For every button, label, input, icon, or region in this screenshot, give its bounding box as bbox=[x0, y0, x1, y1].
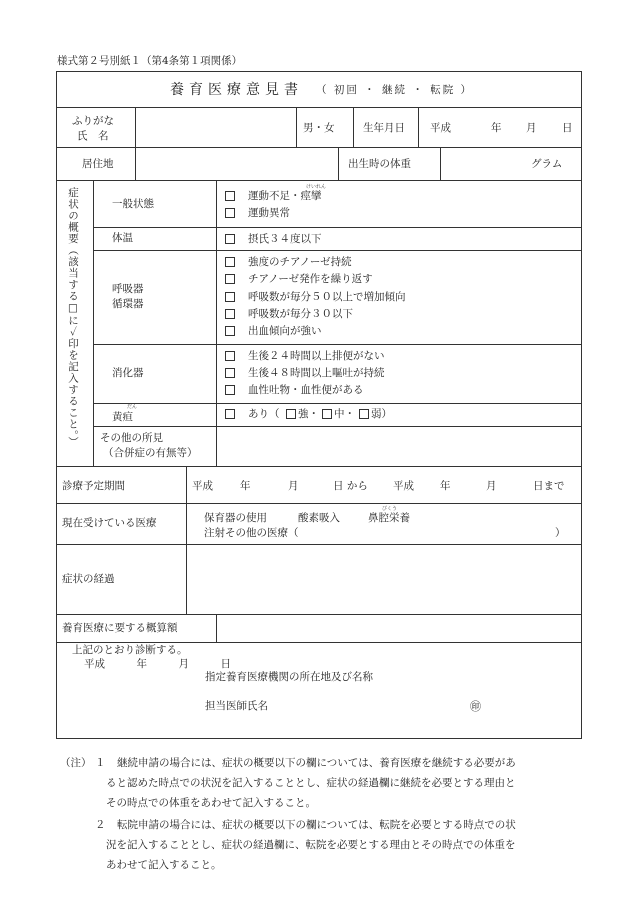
dig-item-1: 生後２４時間以上排便がない bbox=[248, 350, 385, 362]
note-1-line-2: ると認めた時点での状況を記入することとし、症状の経過欄に継続を必要とする理由と bbox=[106, 777, 516, 789]
cost-field[interactable] bbox=[218, 616, 580, 640]
diagnosis-date: 平成 年 月 日 bbox=[84, 658, 231, 670]
address-field[interactable] bbox=[137, 149, 336, 178]
checkbox-jaundice-mid[interactable] bbox=[322, 409, 332, 419]
temperature-label: 体温 bbox=[112, 232, 133, 244]
period-label: 診療予定期間 bbox=[62, 480, 125, 492]
period-start-month: 月 bbox=[288, 480, 299, 492]
care-nasal-feeding[interactable]: 鼻腔栄養 bbox=[368, 512, 410, 524]
respiratory-label: 呼吸器 bbox=[112, 283, 144, 295]
checkbox-resp-4[interactable] bbox=[225, 309, 235, 319]
name-label: 氏 名 bbox=[77, 130, 109, 142]
form-title: 養育医療意見書 bbox=[170, 82, 303, 98]
doctor-name-label: 担当医師氏名 bbox=[205, 700, 268, 712]
furigana-label: ふりがな bbox=[72, 115, 114, 127]
birth-weight-unit: グラム bbox=[531, 158, 563, 170]
birthdate-label: 生年月日 bbox=[363, 122, 405, 134]
note-2-line-3: あわせて記入すること。 bbox=[106, 859, 222, 871]
ruby-keiren: けいれん bbox=[306, 184, 327, 190]
note-2-line-2: 況を記入することとし、症状の経過欄に、転院を必要とする理由とその時点での体重を bbox=[106, 839, 516, 851]
birthdate-era: 平成 bbox=[430, 122, 451, 134]
diagnosis-statement: 上記のとおり診断する。 bbox=[72, 644, 188, 656]
resp-item-3: 呼吸数が毎分５０以上で増加傾向 bbox=[248, 291, 406, 303]
care-oxygen[interactable]: 酸素吸入 bbox=[298, 512, 340, 524]
checkbox-jaundice-strong[interactable] bbox=[286, 409, 296, 419]
sex-options[interactable]: 男・女 bbox=[303, 122, 335, 134]
other-findings-label: その他の所見 bbox=[100, 432, 163, 444]
notes-prefix: （注） bbox=[60, 757, 92, 769]
period-start-era: 平成 bbox=[192, 480, 213, 492]
name-field[interactable] bbox=[137, 109, 294, 145]
general-item-1: 運動不足・痙攣 bbox=[248, 190, 322, 202]
checkbox-resp-3[interactable] bbox=[225, 292, 235, 302]
complications-label: （合併症の有無等） bbox=[103, 447, 198, 459]
period-end-month: 月 bbox=[486, 480, 497, 492]
progress-field[interactable] bbox=[188, 546, 580, 612]
progress-label: 症状の経過 bbox=[62, 573, 115, 585]
birthdate-year-unit: 年 bbox=[491, 122, 502, 134]
dig-item-3: 血性吐物・血性便がある bbox=[248, 384, 364, 396]
checkbox-dig-3[interactable] bbox=[225, 385, 235, 395]
checkbox-temperature[interactable] bbox=[225, 234, 235, 244]
general-item-2: 運動異常 bbox=[248, 207, 290, 219]
note-1-number: １ bbox=[95, 757, 106, 769]
jaundice-strong: 強・ bbox=[298, 408, 319, 420]
seal-mark: ㊞ bbox=[470, 700, 481, 713]
note-2-number: ２ bbox=[95, 819, 106, 831]
circulatory-label: 循環器 bbox=[112, 298, 144, 310]
other-findings-field[interactable] bbox=[218, 428, 580, 465]
ruby-bikuu: びくう bbox=[382, 506, 398, 512]
digestive-label: 消化器 bbox=[112, 367, 144, 379]
checkbox-jaundice[interactable] bbox=[225, 409, 235, 419]
period-start-day: 日 から bbox=[333, 480, 368, 492]
symptoms-section-label: 症状の概要（該当する□に✓印を記入すること。） bbox=[67, 187, 79, 448]
care-injection-close: ） bbox=[555, 527, 566, 539]
resp-item-2: チアノーゼ発作を繰り返す bbox=[248, 273, 373, 285]
care-incubator[interactable]: 保育器の使用 bbox=[204, 512, 267, 524]
period-start-year: 年 bbox=[240, 480, 251, 492]
checkbox-resp-2[interactable] bbox=[225, 274, 235, 284]
birth-weight-label: 出生時の体重 bbox=[348, 158, 411, 170]
dig-item-2: 生後４８時間以上嘔吐が持続 bbox=[248, 367, 385, 379]
resp-item-5: 出血傾向が強い bbox=[248, 325, 322, 337]
checkbox-dig-2[interactable] bbox=[225, 368, 235, 378]
jaundice-present: あり（ bbox=[248, 408, 280, 420]
checkbox-general-2[interactable] bbox=[225, 208, 235, 218]
resp-item-4: 呼吸数が毎分３０以下 bbox=[248, 308, 353, 320]
note-2-line-1: 転院申請の場合には、症状の概要以下の欄については、転院を必要とする時点での状 bbox=[117, 819, 516, 831]
note-1-line-1: 継続申請の場合には、症状の概要以下の欄については、養育医療を継続する必要があ bbox=[117, 757, 516, 769]
general-state-label: 一般状態 bbox=[112, 198, 154, 210]
period-end-era: 平成 bbox=[393, 480, 414, 492]
form-number-label: 様式第２号別紙１（第4条第１項関係） bbox=[57, 55, 243, 67]
jaundice-label: 黄疸 bbox=[112, 411, 133, 423]
period-end-year: 年 bbox=[440, 480, 451, 492]
period-end-day: 日まで bbox=[533, 480, 565, 492]
birthdate-day-unit: 日 bbox=[562, 122, 573, 134]
jaundice-mid: 中・ bbox=[334, 408, 355, 420]
note-1-line-3: その時点での体重をあわせて記入すること。 bbox=[106, 797, 316, 809]
care-injection-other: 注射その他の医療（ bbox=[204, 527, 299, 539]
current-care-label: 現在受けている医療 bbox=[62, 517, 157, 529]
facility-label: 指定養育医療機関の所在地及び名称 bbox=[205, 671, 373, 683]
checkbox-resp-5[interactable] bbox=[225, 326, 235, 336]
birthdate-month-unit: 月 bbox=[526, 122, 537, 134]
application-type-options: （ 初回 ・ 継続 ・ 転院 ） bbox=[316, 84, 474, 96]
ruby-dan: だん bbox=[127, 404, 138, 410]
temperature-item: 摂氏３４度以下 bbox=[248, 233, 322, 245]
address-label: 居住地 bbox=[82, 158, 114, 170]
checkbox-dig-1[interactable] bbox=[225, 351, 235, 361]
resp-item-1: 強度のチアノーゼ持続 bbox=[248, 256, 352, 268]
checkbox-general-1[interactable] bbox=[225, 191, 235, 201]
checkbox-jaundice-weak[interactable] bbox=[359, 409, 369, 419]
jaundice-weak: 弱） bbox=[371, 408, 392, 420]
checkbox-resp-1[interactable] bbox=[225, 257, 235, 267]
cost-label: 養育医療に要する概算額 bbox=[62, 622, 178, 634]
